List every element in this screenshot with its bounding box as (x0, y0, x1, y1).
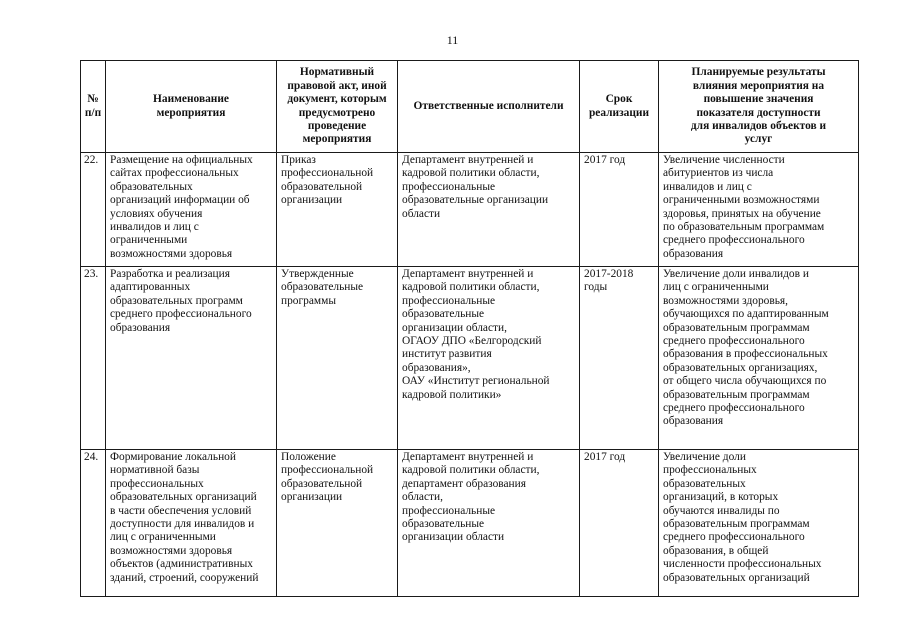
executors: Департамент внутренней и кадровой политики области, профессиональные образовательные организации области (398, 153, 580, 267)
results: Увеличение численности абитуриентов из числа инвалидов и лиц с ограниченными возможностями здоровья, принятых на обучение по образовательным программам среднего профессионального образования (659, 153, 859, 267)
page-number: 11 (446, 33, 459, 47)
header-term: Срок реализации (580, 61, 659, 153)
measure-name: Формирование локальной нормативной базы профессиональных образовательных организаций в части обеспечения условий доступности для инвалидов и лиц с ограниченными возможностями здоровья объектов (административных зданий, строений, сооружений (106, 450, 277, 597)
header-normative-act: Нормативный правовой акт, иной документ, которым предусмотрено проведение мероприятия (277, 61, 398, 153)
term: 2017 год (580, 153, 659, 267)
executors: Департамент внутренней и кадровой политики области, департамент образования области, профессиональные образовательные организации области (398, 450, 580, 597)
header-number: № п/п (81, 61, 106, 153)
row-number: 24. (81, 450, 106, 597)
results: Увеличение доли инвалидов и лиц с ограниченными возможностями здоровья, обучающихся по адаптированным образовательным программам среднего профессионального образования в профессиональных образовательных организациях, от общего числа обучающихся по образовательным программам среднего профессионального образования (659, 267, 859, 450)
term: 2017 год (580, 450, 659, 597)
term: 2017-2018 годы (580, 267, 659, 450)
header-measure-name: Наименование мероприятия (106, 61, 277, 153)
results: Увеличение доли профессиональных образовательных организаций, в которых обучаются инвалиды по образовательным программам среднего профессионального образования, в общей численности профессиональных образовательных организаций (659, 450, 859, 597)
normative-act: Положение профессиональной образовательной организации (277, 450, 398, 597)
measures-table (80, 60, 859, 597)
measure-name: Размещение на официальных сайтах профессиональных образовательных организаций информации об условиях обучения инвалидов и лиц с ограниченными возможностями здоровья (106, 153, 277, 267)
measure-name: Разработка и реализация адаптированных образовательных программ среднего профессионального образования (106, 267, 277, 450)
table-header-row (81, 61, 859, 153)
table-row (81, 450, 859, 597)
row-number: 22. (81, 153, 106, 267)
normative-act: Утвержденные образовательные программы (277, 267, 398, 450)
table-row (81, 153, 859, 267)
normative-act: Приказ профессиональной образовательной организации (277, 153, 398, 267)
table-row (81, 267, 859, 450)
header-results: Планируемые результаты влияния мероприятия на повышение значения показателя доступности для инвалидов объектов и услуг (659, 61, 859, 153)
row-number: 23. (81, 267, 106, 450)
executors: Департамент внутренней и кадровой политики области, профессиональные образовательные организации области, ОГАОУ ДПО «Белгородский институт развития образования», ОАУ «Институт региональной кадровой политики» (398, 267, 580, 450)
header-executors: Ответственные исполнители (398, 61, 580, 153)
